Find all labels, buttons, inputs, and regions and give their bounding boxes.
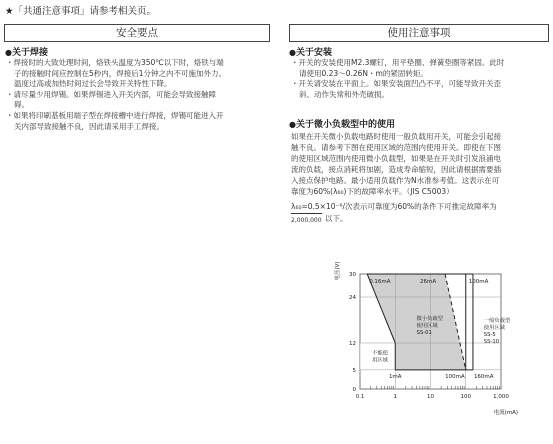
formula-denominator: 2,000,000 [291, 213, 322, 226]
region-label: 用区域 [372, 357, 388, 364]
region-label: 一般负载型 [483, 317, 511, 324]
install-line: 斜、动作失常和外壳破损。 [299, 89, 389, 99]
install-list [291, 58, 504, 100]
region-annotation: 100mA [468, 279, 489, 285]
failure-rate-formula [291, 201, 497, 224]
region-label: 不能使 [372, 350, 388, 357]
region-annotation: 100mA [445, 373, 465, 380]
soldering-line: 关内部导致接触不良，因此请采用手工焊接。 [14, 121, 164, 131]
x-tick-label: 100 [460, 394, 471, 400]
install-line: ・ 开关的安装使用M2.3螺钉，用平垫圈、弹簧垫圈等紧固。此时 [291, 58, 504, 69]
install-line: 请使用0.23～0.26N・m的紧固转矩。 [299, 68, 428, 78]
y-tick-label: 5 [352, 367, 356, 374]
x-axis-label: 电流(mA) [493, 410, 518, 416]
region-label: SS-01 [416, 330, 432, 336]
formula-line: λ₆₀=0.5×10⁻⁶/次表示可靠度为60%的条件下可推定故障率为 [291, 202, 497, 211]
reference-note: ★「共通注意事項」请参考相关页。 [5, 6, 157, 17]
soldering-line: ・ 请尽量少用焊锡。如果焊锡进入开关内部，可能会导致接触障 [6, 90, 226, 101]
x-tick-label: 10 [427, 394, 434, 400]
micro-load-paragraph [291, 131, 501, 197]
install-section-title: ●关于安装 [289, 48, 332, 58]
bullet-icon: ● [289, 120, 296, 129]
safety-points-header: 安全要点 [4, 24, 270, 42]
micro-paragraph-line: 如果在开关微小负载电路时使用一般负载用开关，可能会引起接 [291, 132, 501, 141]
micro-paragraph-line: 触不良。请参考下图在使用区域的范围内使用开关。即使在下图 [291, 143, 501, 152]
soldering-line: 温度过高或加热时间过长会导致开关特性下降。 [14, 79, 172, 89]
usage-notes-header: 使用注意事项 [289, 24, 549, 42]
y-axis-label: 电压(V) [335, 261, 341, 281]
formula-suffix: 以下。 [325, 214, 348, 223]
bullet-icon: ● [289, 48, 296, 57]
region-label: 使用区域 [416, 323, 438, 329]
y-tick-label: 12 [349, 341, 356, 347]
micro-paragraph-line: 流的负载，接点消耗将加剧，造成寿命缩短，因此请根据需要插 [291, 165, 501, 174]
micro-paragraph-line: 的使用区域范围内使用微小负载型，如果是在开关时引发浪涌电 [291, 154, 501, 163]
region-label: SS-5 [483, 331, 496, 338]
region-annotation: 26mA [420, 279, 437, 285]
x-tick-label: 0.1 [355, 394, 365, 400]
soldering-list [6, 58, 226, 132]
region-area [466, 274, 473, 370]
y-tick-label: 0 [352, 387, 356, 393]
micro-load-section-title: ●关于微小负载型中的使用 [289, 120, 395, 130]
bullet-icon: ● [5, 48, 12, 57]
soldering-line: ・ 焊接时的大致处理时间，烙铁头温度为350℃以下时，烙铁与端 [6, 58, 226, 69]
soldering-line: ・ 如果将印刷基板用端子型在焊接槽中进行焊接，焊锡可能进入开 [6, 111, 226, 122]
region-annotation: 0.16mA [369, 279, 391, 285]
y-tick-label: 24 [349, 295, 356, 301]
micro-paragraph-line: 靠度为60%(λ₆₀)下的故障率水平。（JIS C5003） [291, 187, 454, 196]
soldering-section-title: ●关于焊接 [5, 48, 48, 58]
region-label: SS-10 [483, 338, 500, 345]
soldering-line: 碍。 [14, 100, 29, 110]
soldering-line: 子的接触时间应控制在5秒内，焊接后1分钟之内不可施加外力。 [14, 68, 227, 78]
install-line: ・ 开关请安装在平面上。如果安装面凹凸不平，可能导致开关歪 [291, 79, 504, 90]
region-annotation: 160mA [473, 373, 494, 380]
region-label: 微小负载型 [416, 316, 443, 322]
micro-paragraph-line: 入接点保护电路。最小适用负载作为N水准参考值。这表示在可 [291, 176, 500, 185]
y-tick-label: 30 [349, 272, 356, 278]
region-label: 使用区域 [483, 324, 505, 331]
usage-region-chart [318, 250, 548, 440]
x-tick-label: 1 [393, 394, 397, 400]
region-annotation: 1mA [388, 373, 402, 380]
x-tick-label: 1,000 [493, 394, 509, 400]
